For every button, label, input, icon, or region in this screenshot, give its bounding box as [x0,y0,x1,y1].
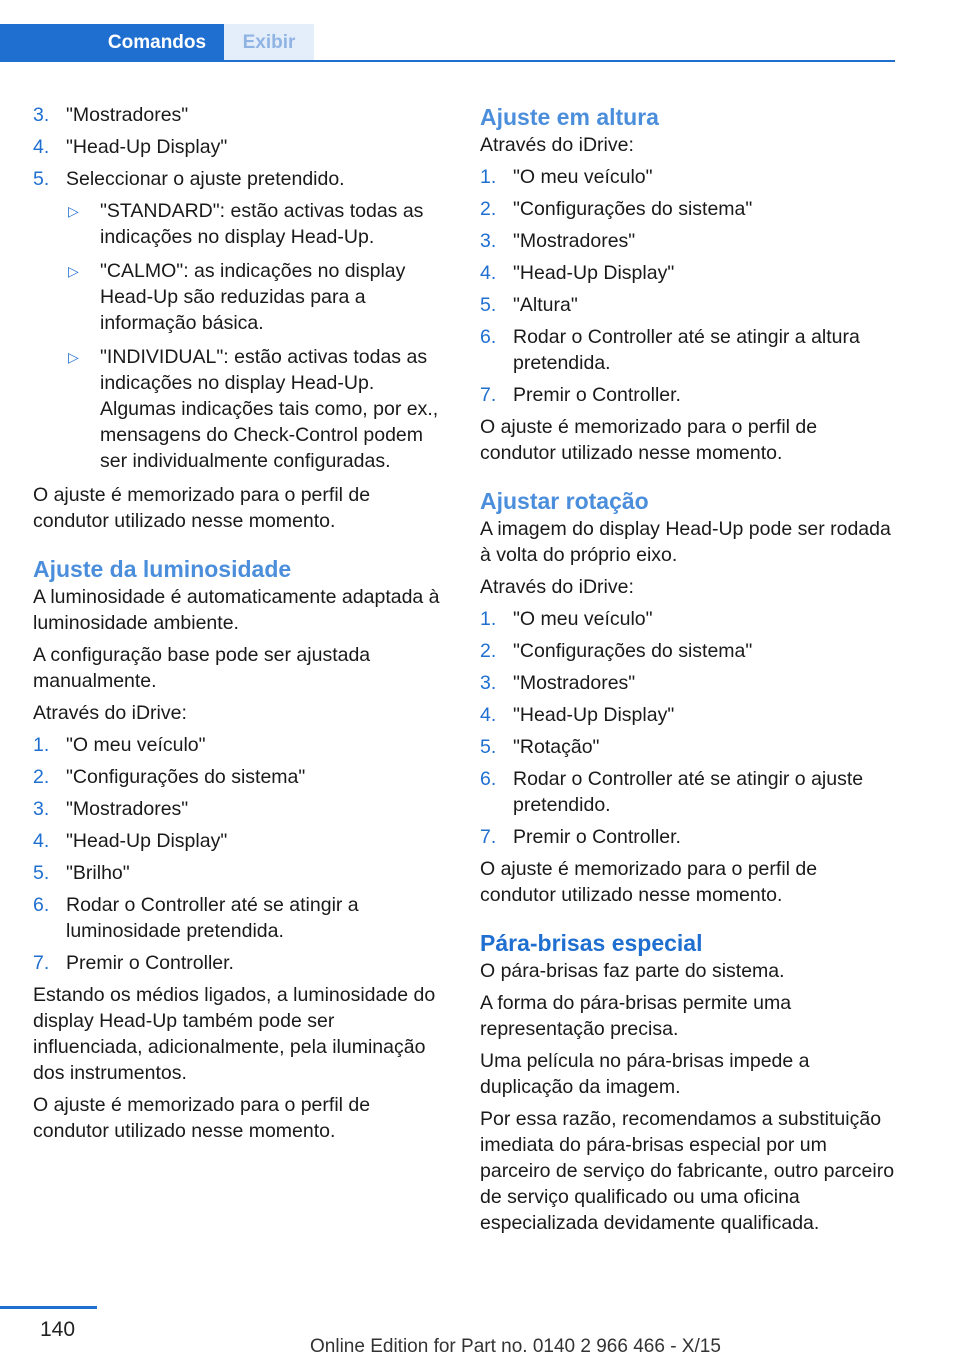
list-item [480,734,895,760]
paragraph: A luminosidade é automaticamente adaptada à luminosidade ambiente. [33,586,440,634]
list-item [33,828,448,854]
tab-comandos[interactable] [0,24,224,62]
paragraph: Através do iDrive: [480,576,634,598]
list-item [66,258,448,336]
step-number: 3. [480,230,497,252]
header-rule [0,60,895,62]
step-text: "Configurações do sistema" [66,766,306,788]
footer-edition-text: Online Edition for Part no. 0140 2 966 466 - X/15 [310,1336,721,1357]
bullet-text: "CALMO": as indicações no display Head-Up são reduzidas para a informação básica. [100,260,406,334]
right-column [480,102,895,1242]
page-number: 140 [40,1318,76,1341]
tab-exibir[interactable] [224,24,314,62]
steps-list-display [33,102,448,192]
list-item [33,860,448,886]
section-heading-altura: Ajuste em altura [480,104,659,130]
page-number-rule [0,1306,97,1309]
step-number: 4. [33,136,50,158]
list-item [480,638,895,664]
bullet-text: "INDIVIDUAL": estão activas todas as indicações no display Head-Up. Algumas indicações tais como, por ex., mensagens do Check-Control podem ser individualmente configuradas. [100,346,439,472]
step-text: "Configurações do sistema" [513,198,753,220]
section-heading-luminosidade: Ajuste da luminosidade [33,556,292,582]
step-text: Rodar o Controller até se atingir a luminosidade pretendida. [66,894,359,942]
step-text: "Head-Up Display" [66,136,228,158]
step-text: Premir o Controller. [513,384,681,406]
step-number: 1. [33,734,50,756]
step-number: 7. [33,952,50,974]
list-item [33,796,448,822]
list-item [33,732,448,758]
step-text: Premir o Controller. [66,952,234,974]
step-number: 3. [480,672,497,694]
step-number: 4. [480,262,497,284]
list-item [480,702,895,728]
paragraph: O pára-brisas faz parte do sistema. [480,960,785,982]
list-item [480,164,895,190]
step-text: "Mostradores" [66,798,189,820]
step-number: 6. [480,326,497,348]
step-text: "Head-Up Display" [513,262,675,284]
list-item [480,670,895,696]
step-number: 2. [480,198,497,220]
list-item [33,166,448,192]
list-item [480,606,895,632]
list-item [480,382,895,408]
paragraph: Através do iDrive: [33,702,187,724]
step-text: "O meu veículo" [66,734,206,756]
step-text: "Configurações do sistema" [513,640,753,662]
mode-bullet-list [66,198,448,474]
step-number: 5. [33,862,50,884]
step-number: 3. [33,104,50,126]
step-text: "O meu veículo" [513,166,653,188]
triangle-bullet-icon: ▷ [68,349,79,365]
header-tabs [0,24,895,62]
list-item [66,198,448,250]
step-number: 2. [33,766,50,788]
section-heading-para-brisas: Pára-brisas especial [480,930,703,956]
step-text: "Head-Up Display" [66,830,228,852]
step-text: "Mostradores" [513,672,636,694]
bullet-text: "STANDARD": estão activas todas as indicações no display Head-Up. [100,200,424,248]
step-text: Premir o Controller. [513,826,681,848]
list-item [480,766,895,818]
paragraph: A imagem do display Head-Up pode ser rodada à volta do próprio eixo. [480,518,891,566]
tab-exibir-label: Exibir [242,32,296,53]
paragraph: A configuração base pode ser ajustada manualmente. [33,644,371,692]
triangle-bullet-icon: ▷ [68,263,79,279]
step-text: "Head-Up Display" [513,704,675,726]
steps-list-altura [480,164,895,408]
list-item [33,102,448,128]
list-item [480,228,895,254]
step-text: "Rotação" [513,736,600,758]
step-text: Seleccionar o ajuste pretendido. [66,168,345,190]
step-number: 5. [480,294,497,316]
step-number: 1. [480,166,497,188]
step-number: 6. [480,768,497,790]
step-number: 7. [480,384,497,406]
step-number: 7. [480,826,497,848]
step-text: "O meu veículo" [513,608,653,630]
list-item [33,764,448,790]
step-text: "Mostradores" [66,104,189,126]
tab-comandos-label: Comandos [107,32,207,53]
paragraph: O ajuste é memorizado para o perfil de condutor utilizado nesse momento. [480,416,818,464]
paragraph: O ajuste é memorizado para o perfil de condutor utilizado nesse momento. [33,1094,371,1142]
list-item [480,324,895,376]
paragraph: O ajuste é memorizado para o perfil de condutor utilizado nesse momento. [480,858,818,906]
step-number: 2. [480,640,497,662]
step-number: 5. [33,168,50,190]
paragraph: A forma do pára-brisas permite uma representação precisa. [480,992,792,1040]
list-item [33,892,448,944]
step-number: 3. [33,798,50,820]
list-item [66,344,448,474]
step-number: 4. [480,704,497,726]
list-item [33,134,448,160]
left-column [33,102,448,1150]
list-item [33,950,448,976]
step-text: Rodar o Controller até se atingir a altura pretendida. [513,326,860,374]
step-text: "Altura" [513,294,578,316]
step-number: 5. [480,736,497,758]
paragraph: Através do iDrive: [480,134,634,156]
step-text: "Brilho" [66,862,130,884]
steps-list-luminosidade [33,732,448,976]
step-number: 1. [480,608,497,630]
section-heading-rotacao: Ajustar rotação [480,488,649,514]
step-number: 6. [33,894,50,916]
list-item [480,292,895,318]
list-item [480,196,895,222]
list-item [480,260,895,286]
triangle-bullet-icon: ▷ [68,203,79,219]
paragraph: Estando os médios ligados, a luminosidade do display Head-Up também pode ser influenciada, adicionalmente, pela iluminação dos instrumentos. [33,984,436,1084]
step-text: "Mostradores" [513,230,636,252]
steps-list-rotacao [480,606,895,850]
step-text: Rodar o Controller até se atingir o ajuste pretendido. [513,768,864,816]
paragraph: Uma película no pára-brisas impede a duplicação da imagem. [480,1050,810,1098]
list-item [480,824,895,850]
paragraph: O ajuste é memorizado para o perfil de condutor utilizado nesse momento. [33,484,371,532]
step-number: 4. [33,830,50,852]
paragraph: Por essa razão, recomendamos a substituição imediata do pára-brisas especial por um parceiro de serviço do fabricante, outro parceiro de serviço qualificado ou uma oficina especializada devidamente qualificada. [480,1108,895,1234]
